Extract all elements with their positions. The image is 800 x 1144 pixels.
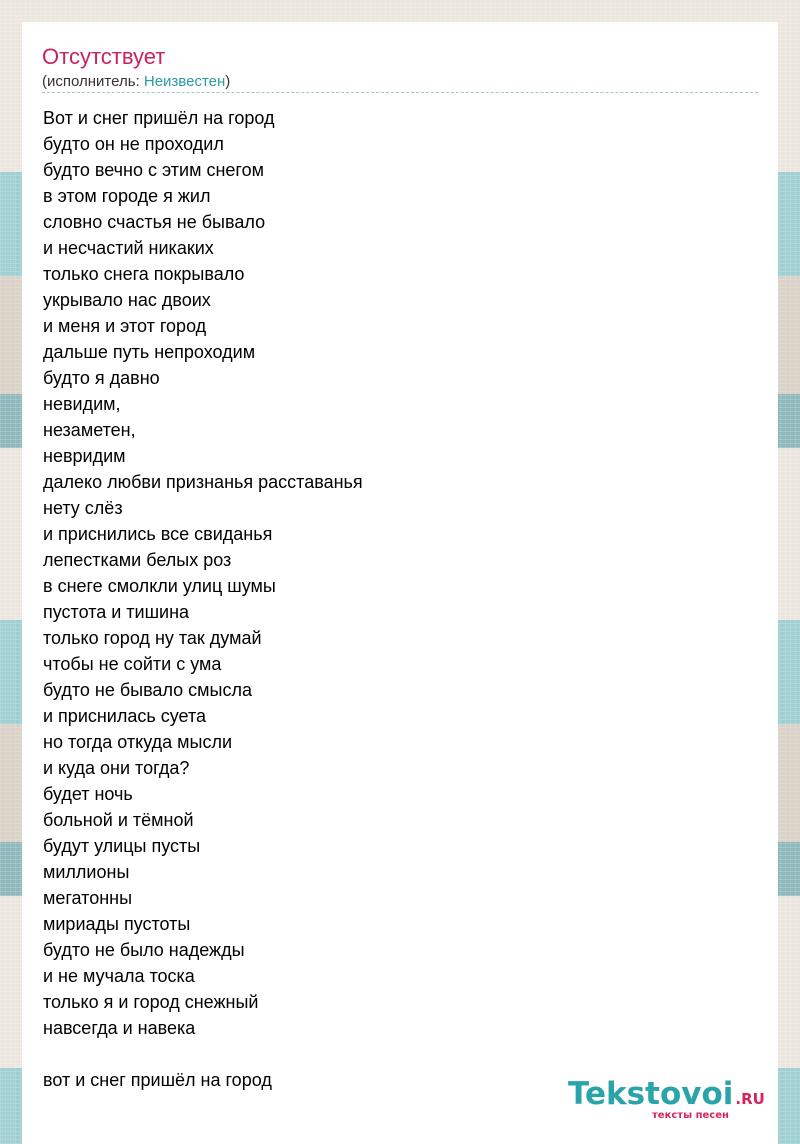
lyric-line: будто не бывало смысла <box>43 680 252 700</box>
lyric-line: будет ночь <box>43 784 133 804</box>
lyric-line: мириады пустоты <box>43 914 191 934</box>
lyric-line: но тогда откуда мысли <box>43 732 232 752</box>
song-subtitle <box>42 73 230 91</box>
site-logo[interactable] <box>568 1077 778 1127</box>
lyric-line: пустота и тишина <box>43 602 190 622</box>
lyric-line: чтобы не сойти с ума <box>43 654 222 674</box>
lyric-line: укрывало нас двоих <box>43 290 211 310</box>
lyric-line: будто я давно <box>43 368 160 388</box>
lyric-line: дальше путь непроходим <box>43 342 256 362</box>
lyric-line: незаметен, <box>43 420 136 440</box>
logo-name: Tekstovoi <box>568 1076 734 1112</box>
lyrics-text <box>43 105 363 1093</box>
lyric-line: только город ну так думай <box>43 628 262 648</box>
lyric-line: будут улицы пусты <box>43 836 201 856</box>
lyric-line: будто не было надежды <box>43 940 245 960</box>
lyric-line: и приснились все свиданья <box>43 524 273 544</box>
lyric-line: и куда они тогда? <box>43 758 190 778</box>
lyric-line: только я и город снежный <box>43 992 259 1012</box>
subtitle-prefix: (исполнитель: <box>42 73 144 90</box>
lyric-line: и не мучала тоска <box>43 966 195 986</box>
lyric-line: больной и тёмной <box>43 810 194 830</box>
logo-tld: .RU <box>735 1090 765 1108</box>
song-title: Отсутствует <box>42 44 166 69</box>
lyric-line: будто вечно с этим снегом <box>43 160 264 180</box>
lyric-line: и несчастий никаких <box>43 238 214 258</box>
lyric-line: в снеге смолкли улиц шумы <box>43 576 276 596</box>
lyric-line: невидим, <box>43 394 121 414</box>
lyric-line: навсегда и навека <box>43 1018 196 1038</box>
title-divider <box>42 92 758 93</box>
lyric-blank-line <box>43 1041 363 1067</box>
lyric-line: только снега покрывало <box>43 264 245 284</box>
lyric-line: невридим <box>43 446 126 466</box>
lyrics-sheet <box>22 22 778 1144</box>
logo-tagline: тексты песен <box>652 1110 729 1121</box>
lyric-line: миллионы <box>43 862 130 882</box>
lyric-line: словно счастья не бывало <box>43 212 266 232</box>
lyric-line: в этом городе я жил <box>43 186 211 206</box>
lyric-line: и меня и этот город <box>43 316 207 336</box>
lyric-line: будто он не проходил <box>43 134 224 154</box>
lyric-line: далеко любви признанья расставанья <box>43 472 363 492</box>
lyric-line: Вот и снег пришёл на город <box>43 108 275 128</box>
lyric-line: лепестками белых роз <box>43 550 232 570</box>
artist-link[interactable]: Неизвестен <box>143 73 226 90</box>
lyric-line: нету слёз <box>43 498 123 518</box>
lyric-line: и приснилась суета <box>43 706 207 726</box>
lyric-line: мегатонны <box>43 888 133 908</box>
subtitle-suffix: ) <box>225 73 231 90</box>
lyric-line: вот и снег пришёл на город <box>43 1070 272 1090</box>
